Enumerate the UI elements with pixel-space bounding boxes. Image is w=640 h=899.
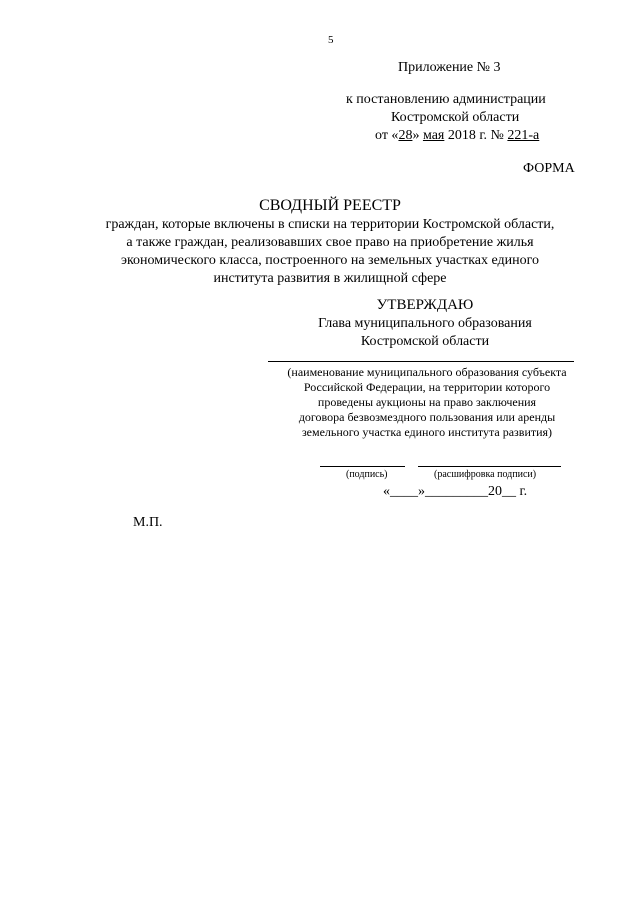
form-label: ФОРМА (523, 161, 575, 176)
decree-day: 28 (398, 128, 413, 143)
registry-title: СВОДНЫЙ РЕЕСТР (259, 197, 401, 214)
municipality-name-line (268, 361, 574, 362)
decree-line-2: Костромской области (391, 110, 520, 125)
signature-decoding-caption: (расшифровка подписи) (434, 469, 537, 480)
appendix-title: Приложение № 3 (398, 60, 501, 75)
municipality-note (262, 365, 592, 440)
decree-mid-1: » (412, 128, 423, 143)
registry-line-1: граждан, которые включены в списки на территории Костромской области, (105, 217, 555, 232)
approval-date-line: «____»_________20__ г. (383, 484, 528, 499)
registry-line-3: экономического класса, построенного на земельных участках единого (120, 253, 540, 268)
municipality-note-line-2: Российской Федерации, на территории которого (303, 380, 551, 394)
decree-number: 221-а (507, 128, 540, 143)
signature-line (320, 466, 405, 467)
page-number: 5 (328, 34, 334, 46)
decree-month: мая (422, 128, 445, 143)
signature-caption: (подпись) (346, 469, 388, 480)
municipality-note-line-5: земельного участка единого института развития) (301, 425, 553, 439)
signature-decoding-line (418, 466, 561, 467)
stamp-label: М.П. (133, 515, 163, 530)
municipality-note-line-4: договора безвозмездного пользования или аренды (298, 410, 556, 424)
registry-heading (60, 196, 600, 288)
approval-line-1: Глава муниципального образования (318, 316, 532, 331)
municipality-note-line-1: (наименование муниципального образования субъекта (287, 365, 567, 379)
decree-date-line (375, 128, 539, 144)
approval-line-2: Костромской области (360, 334, 490, 349)
registry-line-2: а также граждан, реализовавших свое право на приобретение жилья (126, 235, 534, 250)
decree-prefix: от « (375, 128, 399, 143)
approval-title: УТВЕРЖДАЮ (376, 297, 474, 313)
decree-mid-2: 2018 г. № (444, 128, 508, 143)
registry-line-4: института развития в жилищной сфере (213, 271, 447, 286)
approval-block (300, 296, 550, 351)
decree-line-1: к постановлению администрации (346, 92, 546, 107)
municipality-note-line-3: проведены аукционы на право заключения (317, 395, 537, 409)
